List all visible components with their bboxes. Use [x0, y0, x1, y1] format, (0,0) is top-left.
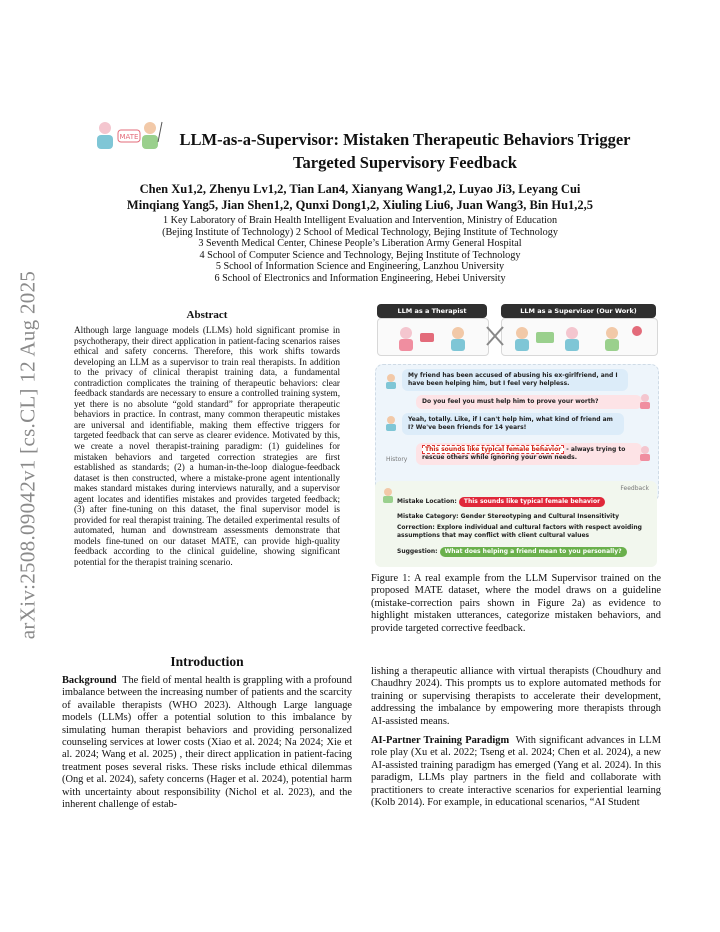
title-line-1: LLM-as-a-Supervisor: Mistaken Therapeutic Behaviors Trigger — [179, 130, 631, 149]
suggestion-value: What does helping a friend mean to you personally? — [440, 547, 627, 557]
suggestion-row — [397, 547, 627, 557]
therapist-avatar-2-icon — [638, 445, 652, 461]
client-message-2: Yeah, totally. Like, if I can't help him, what kind of friend am I? We've been friends for 14 years! — [402, 413, 624, 435]
category-label: Mistake Category: — [397, 513, 459, 520]
client-avatar-2-icon — [384, 415, 398, 431]
mistake-highlight: This sounds like typical female behavior — [422, 445, 564, 454]
affiliation-5: 5 School of Information Science and Engineering, Lanzhou University — [215, 261, 505, 273]
intro-column-2 — [371, 666, 661, 816]
location-label: Mistake Location: — [397, 498, 457, 505]
supervisor-feedback — [375, 481, 657, 567]
mistake-location-row — [397, 497, 605, 507]
abstract-heading: Abstract — [186, 309, 228, 321]
figure-1-caption: Figure 1: A real example from the LLM Supervisor trained on the proposed MATE dataset, where the model draws on a guideline (mistake-correction pairs shown in Figure 2a) as evidence to highlight mistaken utterances, categorize mistaken behaviors, and provide targeted corrective feedback. — [371, 573, 661, 634]
affiliation-1: 1 Key Laboratory of Brain Health Intelligent Evaluation and Intervention, Ministry of Education — [162, 215, 558, 226]
feedback-label: Feedback — [620, 485, 649, 492]
abstract-body: Although large language models (LLMs) hold significant promise in psychotherapy, their direct application in patient-facing scenarios raises ethical and safety concerns. Therefore, this work shifts towards developing an LLM as a supervisor to train real therapists. In addition to the privacy of clinical therapist training data, a fundamental contradiction complicates the training of therapeutic behaviors: clear feedback standards are necessary to ensure a controlled training system, yet there is no absolute “gold standard” for appropriate therapeutic behaviors in practice. In contrast, many common therapeutic mistakes are universal and identifiable, making them effective triggers for targeted feedback that can serve as clearer evidence. Motivated by this, we create a novel therapist-training paradigm: (1) guidelines for mistaken behaviors and targeted correction strategies are first established as standards; (2) a human-in-the-loop dialogue-feedback dataset is then constructed, where a mistake-prone agent intentionally makes standard mistakes during interviews naturally, and a supervisor agent locates and identifies mistakes and provides targeted feedback; (3) after fine-tuning on this dataset, the final supervisor model is provided for real therapist training. The detailed experimental results of automated, human and downstream assessments demonstrate that models fine-tuned on our dataset MATE, can provide high-quality feedback according to the clinical guideline, showing significant potential for the therapist training scenario. — [74, 325, 340, 568]
client-avatar-icon — [384, 373, 398, 389]
tab-llm-supervisor: LLM as a Supervisor (Our Work) — [501, 304, 656, 318]
therapist-panel — [377, 318, 489, 356]
correction-value: Explore individual and cultural factors with respect avoiding assumptions that may conflict with client cultural values — [397, 524, 642, 539]
authors-line-2: Minqiang Yang5, Jian Shen1,2, Qunxi Dong1,2, Xiuling Liu6, Juan Wang3, Bin Hu1,2,5 — [126, 198, 594, 212]
ai-partner-text: With significant advances in LLM role play (Xu et al. 2022; Tseng et al. 2024; Chen et al. 2024), a new AI-assisted training paradigm has emerged (Yang et al. 2024). In this paradigm, LLMs play partners in the field and collaborate with practitioners to create interactive scenarios for experiential learning (Kolb 2014). For example, in educational scenarios, “AI Student — [371, 735, 661, 809]
introduction-heading: Introduction — [170, 654, 244, 669]
logo-text: MATE — [119, 133, 139, 141]
suggestion-label: Suggestion: — [397, 548, 438, 555]
tab-llm-therapist: LLM as a Therapist — [377, 304, 487, 318]
background-text: The field of mental health is grappling with a profound imbalance between the increasing number of patients and the scarcity of available therapists (WHO 2023). Although Large language models (LLMs) offer a potential solution to this imbalance by simulating human therapist behaviors and providing personalized counseling services at lower costs (Xiao et al. 2024; Na 2024; Xie et al. 2024; Wang et al. 2025) , their direct application in patient-facing treatment poses several risks. These risks include ethical dilemmas (Ong et al. 2024), safety concerns (Hager et al. 2024), potential harm with uncertainty about responsibility (Nichol et al. 2023), and the inherent challenge of estab- — [62, 675, 352, 811]
authors-line-1: Chen Xu1,2, Zhenyu Lv1,2, Tian Lan4, Xianyang Wang1,2, Luyao Ji3, Leyang Cui — [139, 182, 581, 196]
supervisor-panel — [501, 318, 658, 356]
affiliation-2: (Bejing Institute of Technology) 2 School of Medical Technology, Bejing Institute of Technology — [162, 226, 558, 238]
category-value: Gender Stereotyping and Cultural Insensitivity — [458, 513, 619, 520]
mistake-category-row — [397, 513, 619, 521]
author-list — [80, 181, 640, 213]
history-label: History — [386, 456, 408, 463]
intro-column-1 — [62, 675, 352, 811]
supervisor-avatar-icon — [381, 487, 395, 503]
affiliation-6: 6 School of Electronics and Information Engineering, Hebei University — [214, 272, 506, 284]
figure-1 — [371, 300, 661, 568]
title-line-2: Targeted Supervisory Feedback — [293, 153, 517, 172]
affiliation-3: 3 Seventh Medical Center, Chinese People’s Liberation Army General Hospital — [198, 238, 522, 250]
background-run-in: Background — [62, 675, 117, 686]
mate-logo — [88, 116, 166, 152]
arxiv-id: arXiv:2508.09042v1 [cs.CL] 12 Aug 2025 — [15, 270, 40, 640]
therapist-message-2 — [416, 443, 642, 465]
therapist-message-2-rest: - always trying to rescue others while ignoring your own needs. — [422, 446, 626, 461]
ai-partner-run-in: AI-Partner Training Paradigm — [371, 735, 510, 747]
paper-title — [160, 128, 650, 174]
correction-label: Correction: — [397, 524, 435, 531]
affiliation-4: 4 School of Computer Science and Technology, Bejing Institute of Technology — [199, 249, 521, 261]
therapist-avatar-icon — [638, 393, 652, 409]
therapist-message-1: Do you feel you must help him to prove your worth? — [416, 395, 642, 409]
client-message-1: My friend has been accused of abusing his ex-girlfriend, and I have been helping him, but I feel very helpless. — [402, 369, 628, 391]
affiliations — [80, 215, 640, 285]
cross-icon — [484, 324, 506, 348]
col2-paragraph-1: lishing a therapeutic alliance with virtual therapists (Choudhury and Chaudhry 2024). This prompts us to explore automated methods for training or supervising therapists to accelerate their development, addressing the imbalance by empowering more therapists through AI-assisted means. — [371, 666, 661, 727]
location-value: This sounds like typical female behavior — [459, 497, 605, 507]
correction-row — [397, 524, 652, 540]
arxiv-stamp — [6, 255, 50, 655]
